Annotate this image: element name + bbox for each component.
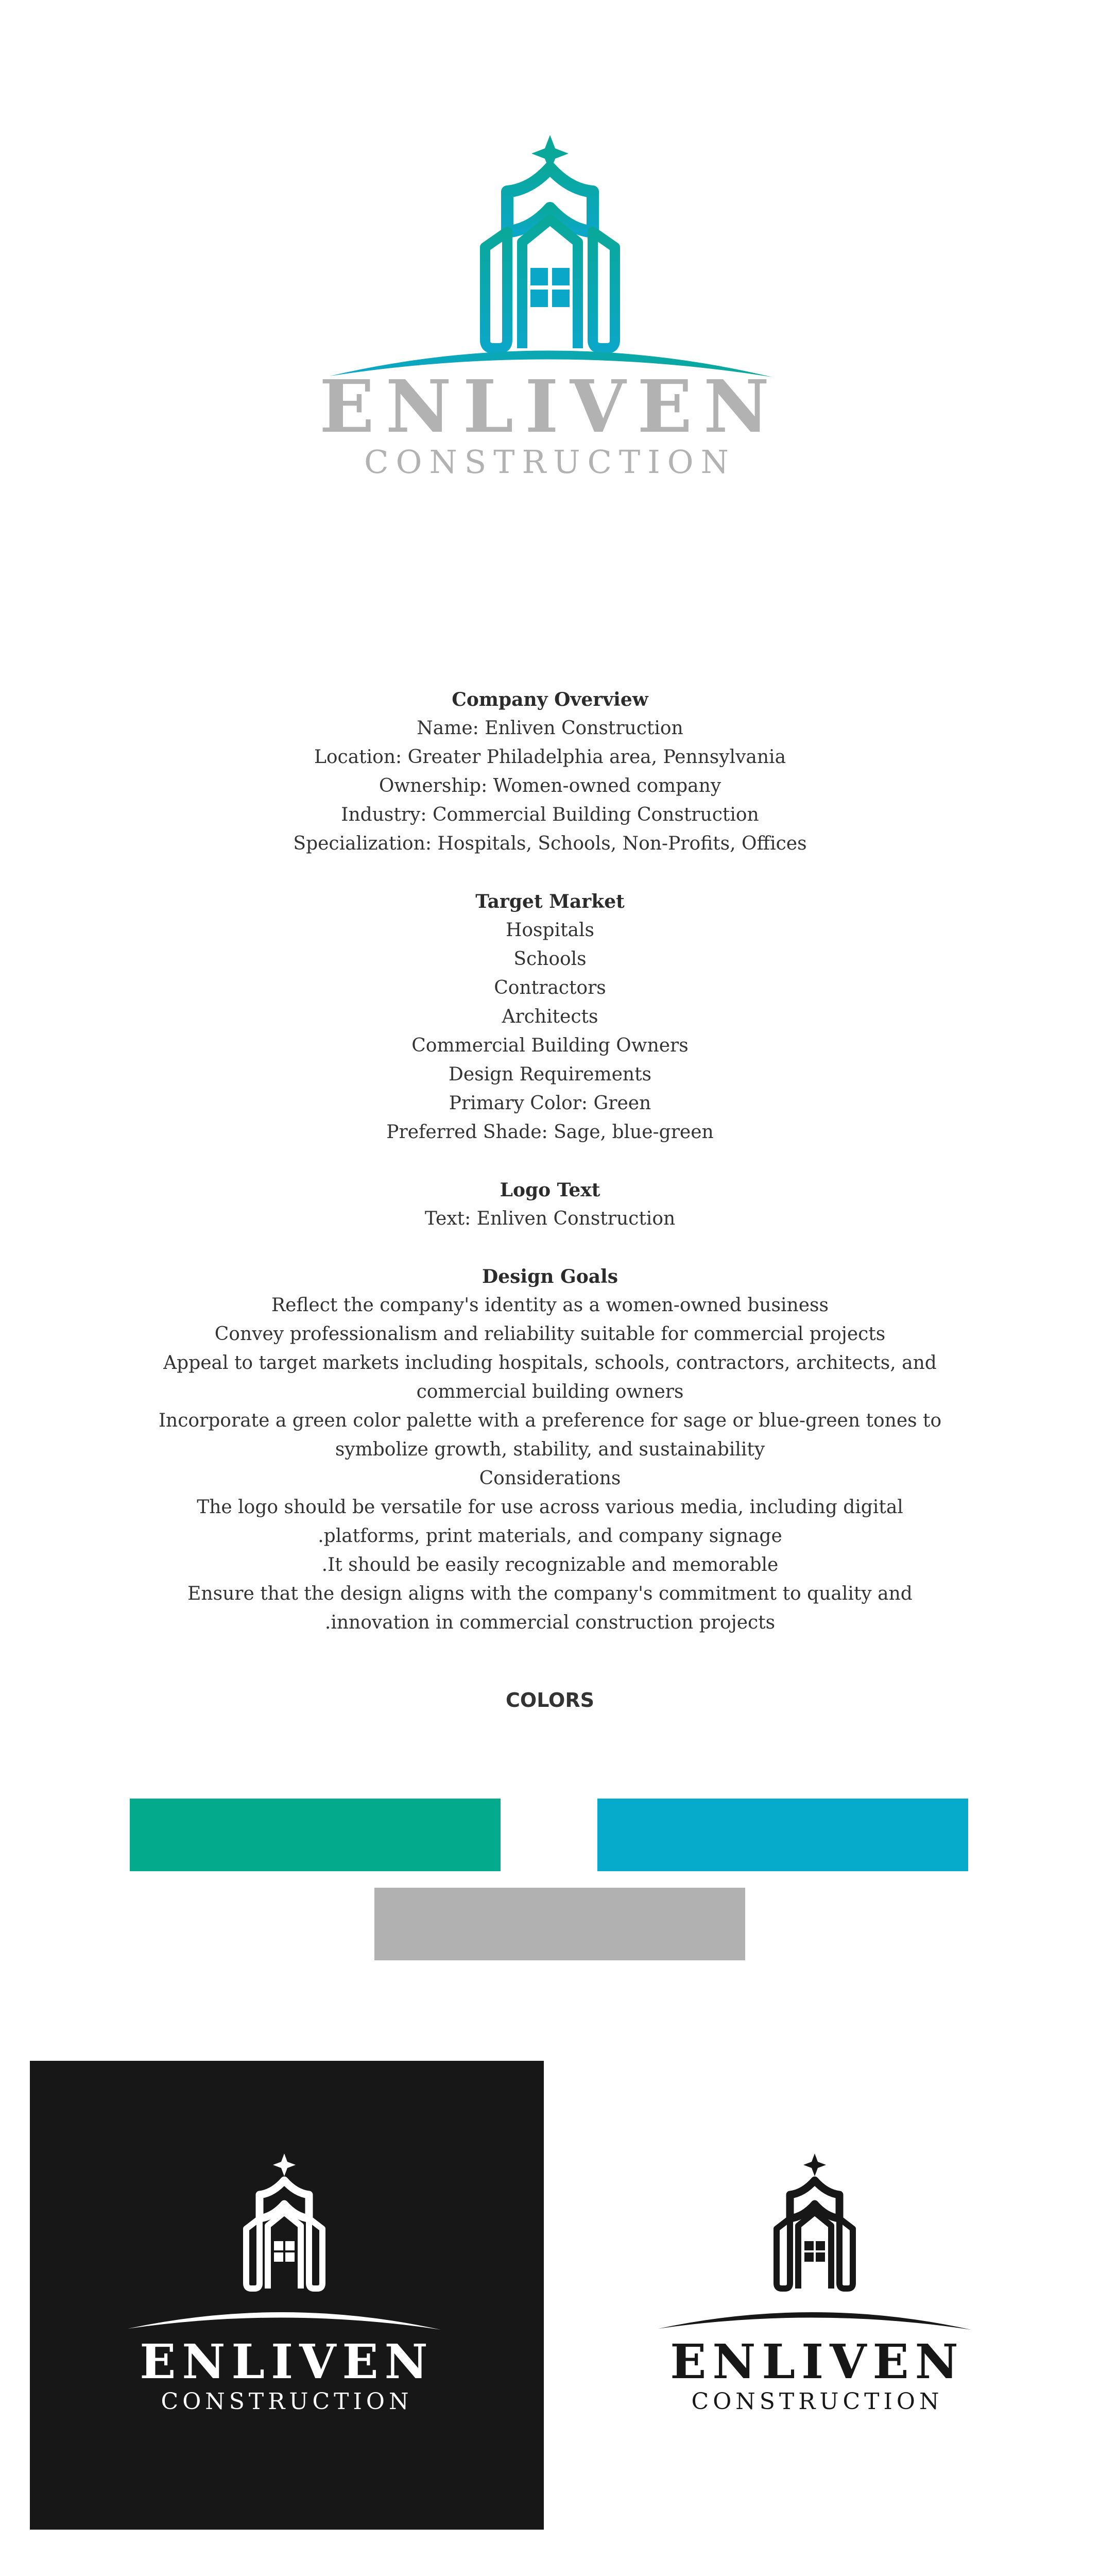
section-heading: Company Overview bbox=[452, 689, 648, 710]
text-line: Contractors bbox=[494, 977, 606, 998]
window-icon bbox=[530, 268, 570, 307]
colors-title: COLORS bbox=[506, 1689, 594, 1711]
text-line: Architects bbox=[502, 1006, 598, 1027]
text-line: Convey professionalism and reliability suitable for commercial projects bbox=[214, 1324, 886, 1345]
text-line: Name: Enliven Construction bbox=[417, 718, 683, 739]
ground-arc bbox=[128, 2312, 441, 2330]
target-market bbox=[138, 887, 962, 1147]
logo-variant-dark bbox=[30, 2061, 544, 2530]
window-icon bbox=[804, 2241, 825, 2262]
text-line: commercial building owners bbox=[416, 1381, 684, 1402]
text-line: .platforms, print materials, and company signage bbox=[318, 1526, 782, 1547]
color-swatch-gray bbox=[374, 1888, 745, 1960]
company-overview bbox=[138, 685, 962, 858]
logo-subtitle: CONSTRUCTION bbox=[161, 2388, 413, 2415]
section-heading: Design Goals bbox=[482, 1266, 618, 1287]
section-heading: Logo Text bbox=[500, 1179, 600, 1201]
logo-wordmark: ENLIVEN bbox=[140, 2334, 434, 2389]
text-line: Commercial Building Owners bbox=[411, 1035, 689, 1056]
logo-subtitle: CONSTRUCTION bbox=[691, 2388, 943, 2415]
logo-wordmark: ENLIVEN bbox=[670, 2334, 965, 2389]
text-line: Incorporate a green color palette with a preference for sage or blue-green tones to bbox=[158, 1410, 942, 1431]
window-icon bbox=[274, 2241, 295, 2262]
star-icon bbox=[273, 2154, 296, 2176]
color-swatch-blue bbox=[597, 1799, 968, 1871]
text-line: Hospitals bbox=[505, 920, 595, 941]
ground-arc bbox=[658, 2312, 971, 2330]
building-logo-icon bbox=[30, 2061, 544, 2530]
text-line: Ownership: Women-owned company bbox=[379, 775, 721, 796]
text-line: Considerations bbox=[479, 1468, 621, 1489]
logo-text bbox=[138, 1176, 962, 1233]
text-line: The logo should be versatile for use across various media, including digital bbox=[197, 1497, 903, 1518]
text-line: .It should be easily recognizable and memorable bbox=[321, 1554, 779, 1575]
text-line: Location: Greater Philadelphia area, Pennsylvania bbox=[314, 747, 786, 768]
text-line: Industry: Commercial Building Construction bbox=[341, 804, 759, 825]
color-swatch-teal bbox=[130, 1799, 501, 1871]
text-line: Reflect the company's identity as a women-owned business bbox=[271, 1295, 829, 1316]
text-line: symbolize growth, stability, and sustainability bbox=[335, 1439, 765, 1460]
star-icon bbox=[803, 2154, 826, 2176]
main-logo bbox=[0, 0, 1100, 515]
logo-wordmark: ENLIVEN bbox=[319, 365, 781, 449]
text-line: Appeal to target markets including hospitals, schools, contractors, architects, and bbox=[163, 1352, 937, 1374]
section-heading: Target Market bbox=[475, 891, 625, 912]
logo-subtitle: CONSTRUCTION bbox=[364, 443, 736, 481]
text-line: Ensure that the design aligns with the company's commitment to quality and bbox=[187, 1583, 913, 1604]
text-line: Schools bbox=[513, 948, 587, 970]
logo-variant-light bbox=[577, 2061, 1091, 2530]
text-line: .innovation in commercial construction projects bbox=[324, 1612, 776, 1633]
text-line: Design Requirements bbox=[448, 1064, 652, 1085]
text-line: Preferred Shade: Sage, blue-green bbox=[386, 1122, 714, 1143]
design-goals bbox=[138, 1262, 962, 1637]
text-line: Specialization: Hospitals, Schools, Non-Profits, Offices bbox=[293, 833, 807, 854]
design-brief bbox=[138, 685, 962, 1666]
building-logo-icon bbox=[577, 2061, 1091, 2530]
text-line: Primary Color: Green bbox=[449, 1093, 651, 1114]
text-line: Text: Enliven Construction bbox=[424, 1208, 676, 1229]
